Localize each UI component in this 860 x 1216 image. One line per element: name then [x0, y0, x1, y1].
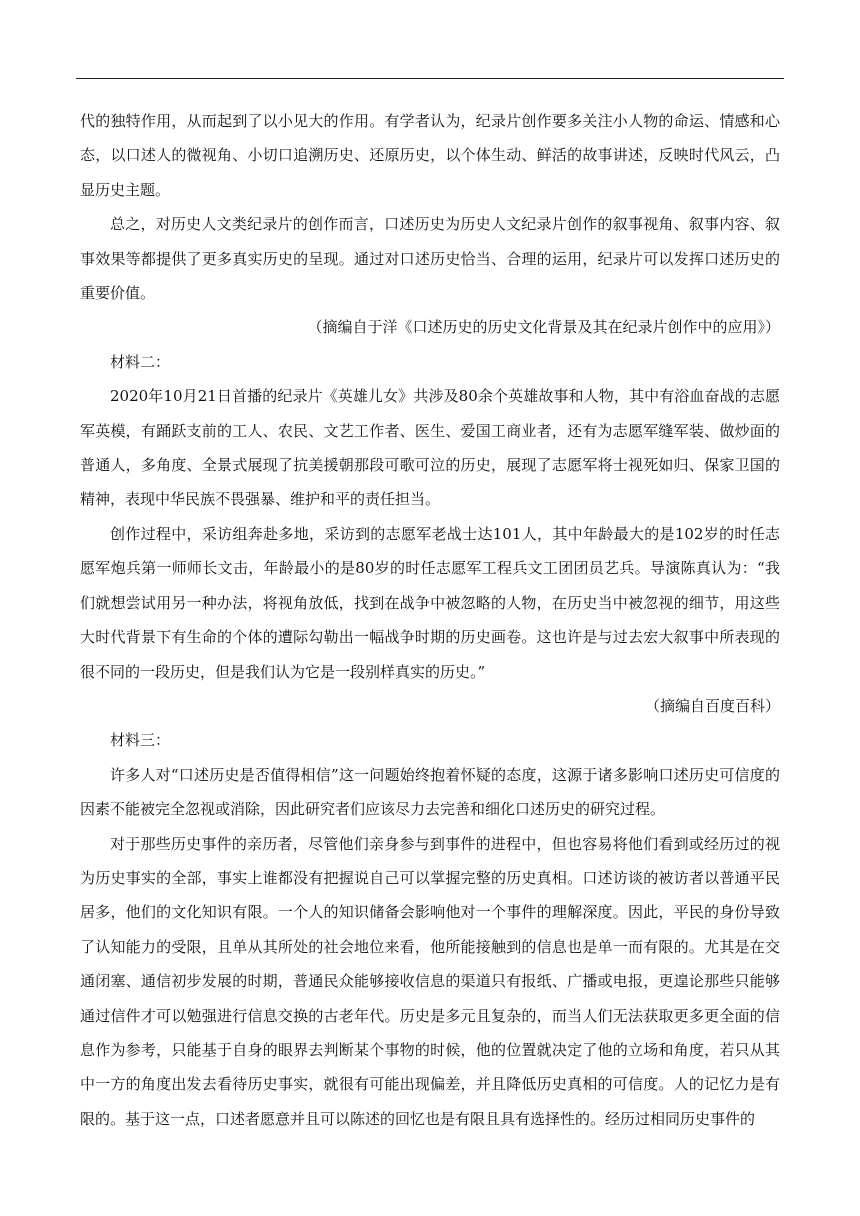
paragraph-heroes-documentary: 2020年10月21日首播的纪录片《英雄儿女》共涉及80余个英雄故事和人物，其中有浴血奋战的志愿军英模，有踊跃支前的工人、农民、文艺工作者、医生、爱国工商业者，还有为志愿军缝军装、做炒面的普通人，多角度、全景式展现了抗美援朝那段可歌可泣的历史，展现了志愿军将士视死如归、保家卫国的精神，表现中华民族不畏强暴、维护和平的责任担当。 [80, 387, 780, 509]
header-rule [76, 78, 784, 79]
document-body [80, 104, 780, 1136]
paragraph-witnesses: 对于那些历史事件的亲历者，尽管他们亲身参与到事件的进程中，但也容易将他们看到或经历过的视为历史事实的全部，事实上谁都没有把握说自己可以掌握完整的历史真相。口述访谈的被访者以普通平民居多，他们的文化知识有限。一个人的知识储备会影响他对一个事件的理解深度。因此，平民的身份导致了认知能力的受限，且单从其所处的社会地位来看，他所能接触到的信息也是单一而有限的。尤其是在交通闭塞、通信初步发展的时期，普通民众能够接收信息的渠道只有报纸、广播或电报，更遑论那些只能够通过信件才可以勉强进行信息交换的古老年代。历史是多元且复杂的，而当人们无法获取更多更全面的信息作为参考，只能基于自身的眼界去判断某个事物的时候，他的位置就决定了他的立场和角度，若只从其中一方的角度出发去看待历史事实，就很有可能出现偏差，并且降低历史真相的可信度。人的记忆力是有限的。基于这一点，口述者愿意并且可以陈述的回忆也是有限且具有选择性的。经历过相同历史事件的 [80, 834, 780, 1128]
paragraph-credibility: 许多人对“口述历史是否值得相信”这一问题始终抱着怀疑的态度，这源于诸多影响口述历史可信度的因素不能被完全忽视或消除，因此研究者们应该尽力去完善和细化口述历史的研究过程。 [80, 765, 780, 819]
source-citation-1: （摘编自于洋《口述历史的历史文化背景及其在纪录片创作中的应用》） [307, 318, 780, 337]
paragraph-summary: 总之，对历史人文类纪录片的创作而言，口述历史为历史人文纪录片创作的叙事视角、叙事内容、叙事效果等都提供了更多真实历史的呈现。通过对口述历史恰当、合理的运用，纪录片可以发挥口述历史的重要价值。 [80, 215, 780, 303]
paragraph-continuation: 代的独特作用，从而起到了以小见大的作用。有学者认为，纪录片创作要多关注小人物的命运、情感和心态，以口述人的微视角、小切口追溯历史、还原历史，以个体生动、鲜活的故事讲述，反映时代风云，凸显历史主题。 [80, 112, 780, 199]
material-two-heading: 材料二： [110, 352, 171, 371]
source-citation-2: （摘编自百度百科） [644, 696, 780, 715]
material-three-heading: 材料三： [110, 731, 171, 750]
paragraph-creation-process: 创作过程中，采访组奔赴多地，采访到的志愿军老战士达101人，其中年龄最大的是102岁的时任志愿军炮兵第一师师长文击，年龄最小的是80岁的时任志愿军工程兵文工团团员艺兵。导演陈真认为：“我们就想尝试用另一种办法，将视角放低，找到在战争中被忽略的人物，在历史当中被忽视的细节，用这些大时代背景下有生命的个体的遭际勾勒出一幅战争时期的历史画卷。这也许是与过去宏大叙事中所表现的很不同的一段历史，但是我们认为它是一段别样真实的历史。” [80, 524, 780, 681]
